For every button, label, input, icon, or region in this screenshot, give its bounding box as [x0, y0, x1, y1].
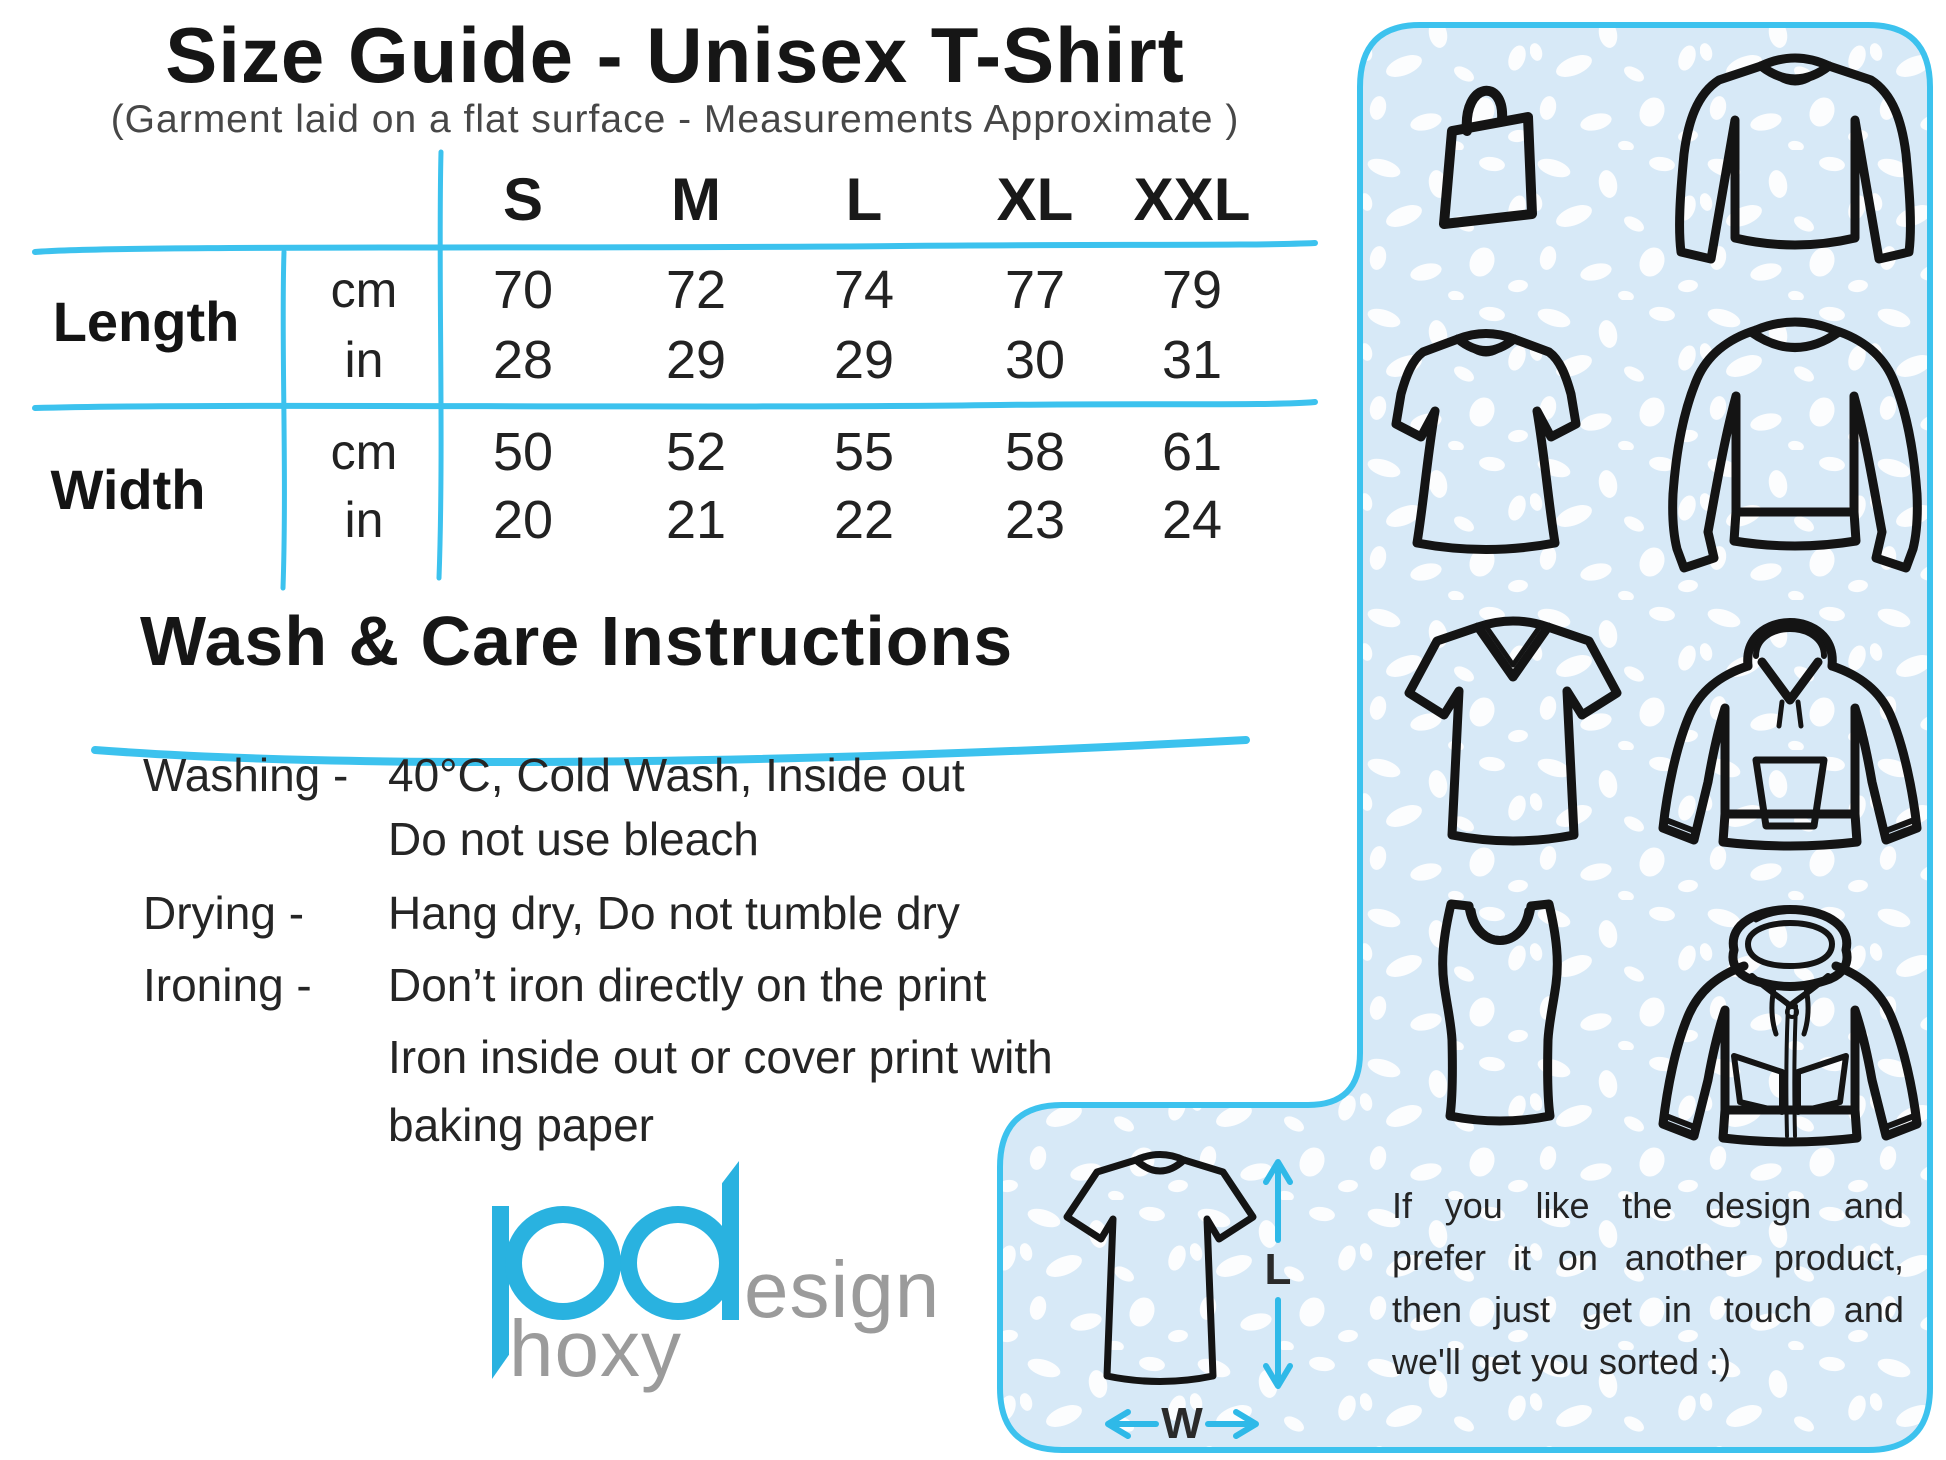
contact-line: prefer it on another product, — [1392, 1237, 1904, 1278]
unit-width-in: in — [344, 492, 384, 548]
width-measure-label: W — [1161, 1399, 1203, 1448]
col-header-m: M — [671, 166, 721, 233]
table-cell: 20 — [492, 490, 554, 550]
care-text: Iron inside out or cover print with — [388, 1031, 1053, 1083]
table-cell: 72 — [665, 260, 727, 320]
table-cell: 29 — [665, 330, 727, 390]
care-label: Washing - — [143, 749, 349, 801]
table-cell: 31 — [1161, 330, 1223, 390]
row-label-length: Length — [52, 290, 240, 353]
table-cell: 30 — [1004, 330, 1066, 390]
unit-width-cm: cm — [330, 424, 398, 480]
care-text: Do not use bleach — [388, 813, 759, 865]
contact-note — [1392, 1180, 1904, 1388]
table-cell: 24 — [1161, 490, 1223, 550]
table-cell: 52 — [665, 422, 727, 482]
table-cell: 22 — [833, 490, 895, 550]
table-cell: 55 — [833, 422, 895, 482]
length-measure-label: L — [1264, 1245, 1292, 1294]
col-header-l: L — [845, 166, 883, 233]
logo-design-suffix: esign — [744, 1245, 941, 1334]
logo-d-bowl — [620, 1206, 736, 1320]
logo-d-stem — [722, 1161, 739, 1320]
table-cell: 23 — [1004, 490, 1066, 550]
care-label: Drying - — [143, 887, 305, 939]
page-subtitle: (Garment laid on a flat surface - Measurements Approximate ) — [110, 98, 1240, 141]
logo-phoxy-suffix: hoxy — [509, 1304, 682, 1393]
logo-p-bowl — [505, 1206, 621, 1320]
col-header-xl: XL — [996, 166, 1074, 233]
care-text: Don’t iron directly on the print — [388, 959, 987, 1011]
page-title: Size Guide - Unisex T-Shirt — [165, 11, 1185, 99]
col-header-s: S — [502, 166, 544, 233]
col-header-xxl: XXL — [1133, 166, 1251, 233]
table-cell: 28 — [492, 330, 554, 390]
unit-length-cm: cm — [330, 262, 398, 318]
table-cell: 61 — [1161, 422, 1223, 482]
table-cell: 77 — [1004, 260, 1066, 320]
row-label-width: Width — [50, 458, 206, 521]
table-cell: 29 — [833, 330, 895, 390]
logo-p-stem — [492, 1206, 509, 1379]
unit-length-in: in — [344, 332, 384, 388]
care-text: Hang dry, Do not tumble dry — [388, 887, 960, 939]
table-cell: 70 — [492, 260, 554, 320]
table-cell: 21 — [665, 490, 727, 550]
table-cell: 74 — [833, 260, 895, 320]
care-text: 40°C, Cold Wash, Inside out — [388, 749, 965, 801]
table-cell: 79 — [1161, 260, 1223, 320]
contact-line: then just get in touch and — [1392, 1289, 1904, 1330]
care-text: baking paper — [388, 1099, 654, 1151]
contact-line: If you like the design and — [1392, 1185, 1904, 1226]
contact-line: we'll get you sorted :) — [1392, 1341, 1732, 1382]
care-heading: Wash & Care Instructions — [140, 602, 1014, 680]
table-cell: 50 — [492, 422, 554, 482]
care-label: Ironing - — [143, 959, 312, 1011]
table-cell: 58 — [1004, 422, 1066, 482]
